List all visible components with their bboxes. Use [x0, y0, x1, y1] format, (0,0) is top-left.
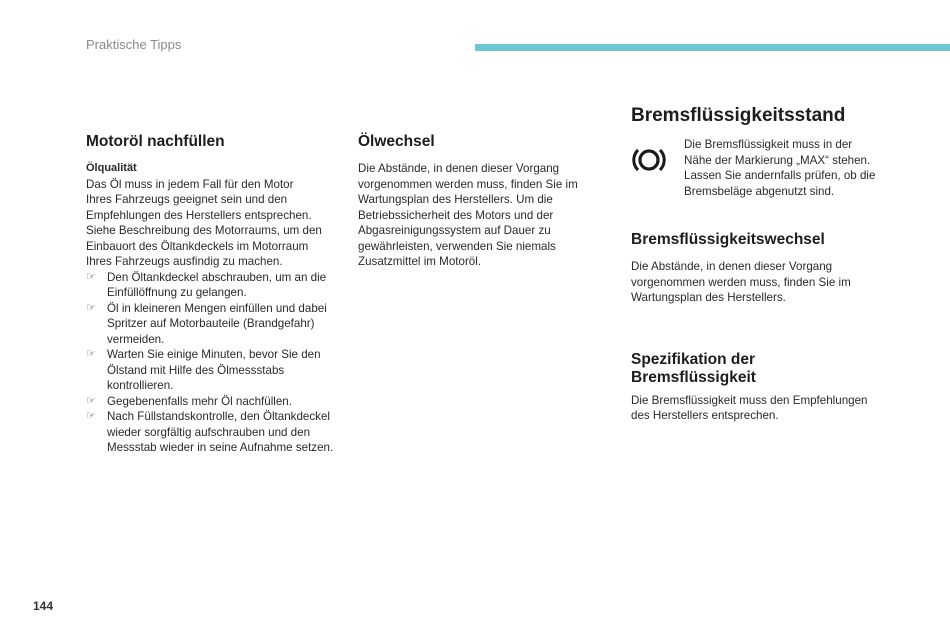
oil-quality-line: Ihres Fahrzeugs geeignet sein und den	[86, 193, 288, 206]
motor-oil-section	[86, 133, 344, 456]
pointing-hand-icon: ☞	[86, 394, 96, 407]
pointing-hand-icon: ☞	[86, 270, 96, 283]
brake-fluid-level-row	[631, 137, 883, 199]
brake-warning-icon	[631, 137, 681, 180]
brake-fluid-level-body: Die Bremsflüssigkeit muss in der Nähe der Markierung „MAX“ stehen. Lassen Sie andernfalls prüfen, ob die Bremsbeläge abgenutzt sind.	[684, 138, 876, 198]
list-item	[86, 347, 344, 394]
step-text: Warten Sie einige Minuten, bevor Sie den Ölstand mit Hilfe des Ölmessstabs kontrollieren.	[107, 348, 321, 392]
oil-quality-subheading: Ölqualität	[86, 162, 137, 174]
brake-fluid-spec-title: Spezifikation der Bremsflüssigkeit	[631, 350, 756, 386]
list-item	[86, 301, 344, 348]
brake-fluid-column	[631, 104, 883, 424]
oil-quality-line: Empfehlungen des Herstellers entsprechen.	[86, 208, 312, 222]
brake-fluid-change-title: Bremsflüssigkeitswechsel	[631, 231, 825, 248]
oil-change-body: Die Abstände, in denen dieser Vorgang vorgenommen werden muss, finden Sie im Wartungsplan des Herstellers. Um die Betriebssicherheit des Motors und der Abgasreinigungssystem auf Dauer zu gewährleisten, verwenden Sie niemals Zusatzmittel im Motoröl.	[358, 162, 578, 268]
brake-fluid-level-title: Bremsflüssigkeitsstand	[631, 105, 846, 126]
step-text: Öl in kleineren Mengen einfüllen und dabei Spritzer auf Motorbauteile (Brandgefahr) vermeiden.	[107, 301, 327, 346]
brake-fluid-change-body: Die Abstände, in denen dieser Vorgang vorgenommen werden muss, finden Sie im Wartungsplan des Herstellers.	[631, 260, 851, 304]
oil-change-title: Ölwechsel	[358, 133, 435, 150]
step-text: Gegebenenfalls mehr Öl nachfüllen.	[107, 394, 292, 408]
oil-quality-line: Siehe Beschreibung des Motorraums, um den	[86, 224, 322, 237]
oil-change-section	[358, 133, 598, 270]
list-item	[86, 409, 344, 456]
list-item	[86, 270, 344, 301]
oil-fill-steps	[86, 270, 344, 456]
step-text: Den Öltankdeckel abschrauben, um an die Einfüllöffnung zu gelangen.	[107, 270, 327, 299]
pointing-hand-icon: ☞	[86, 348, 96, 360]
section-label: Praktische Tipps	[86, 37, 182, 52]
pointing-hand-icon: ☞	[86, 301, 96, 314]
oil-quality-line: Ihres Fahrzeugs ausfindig zu machen.	[86, 255, 283, 268]
oil-quality-line: Das Öl muss in jedem Fall für den Motor	[86, 177, 294, 191]
brake-fluid-spec-section	[631, 351, 883, 424]
brake-fluid-spec-body: Die Bremsflüssigkeit muss den Empfehlungen des Herstellers entsprechen.	[631, 393, 868, 422]
brake-fluid-change-section	[631, 231, 883, 306]
pointing-hand-icon: ☞	[86, 410, 96, 422]
step-text: Nach Füllstandskontrolle, den Öltankdeckel wieder sorgfältig aufschrauben und den Messstab wieder in seine Aufnahme setzen.	[107, 410, 334, 454]
motor-oil-title: Motoröl nachfüllen	[86, 133, 225, 150]
list-item	[86, 394, 344, 410]
header-accent-bar	[475, 44, 950, 51]
page-number: 144	[33, 599, 54, 613]
oil-quality-line: Einbauort des Öltankdeckels im Motorraum	[86, 239, 309, 253]
